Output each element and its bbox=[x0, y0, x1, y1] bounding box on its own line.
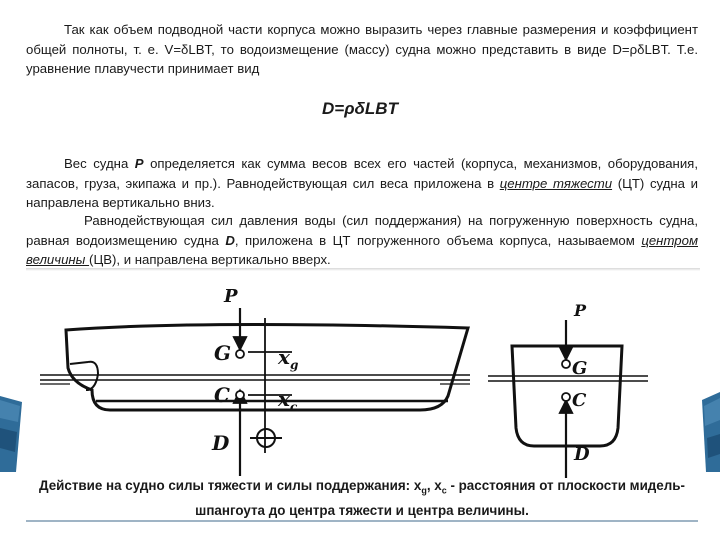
paragraph-buoyancy-text-3: (ЦВ), и направлена вертикально вверх. bbox=[89, 252, 331, 267]
c-label-section: C bbox=[572, 390, 587, 411]
bottom-rule bbox=[26, 520, 698, 522]
c-label-side: C bbox=[214, 383, 230, 407]
paragraph-intro-text: Так как объем подводной части корпуса можно выразить через главные размерения и коэффициент общей полноты, т. е. V=δLBT, то водоизмещение (массу) судна можно представить в виде D=ρδLBT. Т.е. уравнение плавучести принимает вид bbox=[26, 22, 698, 76]
paragraph-buoyancy bbox=[26, 211, 698, 270]
caption-sub-g: g bbox=[421, 485, 427, 496]
paragraph-buoyancy-text: Равнодействующая сил давления воды (сил поддержания) на погруженную поверхность судна, равная водоизмещению судна bbox=[26, 213, 698, 248]
buoyancy-formula: D=ρδLBT bbox=[322, 99, 398, 118]
paragraph-buoyancy-text-2: , приложена в ЦТ погруженного объема корпуса, называемом bbox=[234, 232, 642, 248]
g-label-section: G bbox=[572, 358, 588, 379]
center-of-buoyancy-term: центром величины bbox=[26, 232, 698, 267]
ship-side-view bbox=[66, 324, 468, 410]
paragraph-weight-text: Вес судна bbox=[64, 156, 135, 171]
xg-label: $x_g$ bbox=[278, 345, 299, 372]
caption-text-3: - расстояния от плоскости мидель-шпангоута до центра тяжести и центра величины. bbox=[195, 478, 685, 518]
g-label-side: G bbox=[214, 341, 232, 365]
displacement-symbol: D bbox=[225, 232, 235, 248]
figure-caption bbox=[26, 476, 698, 518]
paragraph-weight-text-2: определяется как сумма весов всех его частей (корпуса, механизмов, оборудования, запасов, груза, экипажа и пр.). Равнодействующая сил веса приложена в bbox=[26, 156, 698, 191]
xc-label: $x_c$ bbox=[278, 387, 298, 414]
paragraph-weight bbox=[26, 154, 698, 213]
caption-text: Действие на судно силы тяжести и силы поддержания: x bbox=[39, 478, 422, 493]
center-of-gravity-term: центре тяжести bbox=[499, 175, 613, 191]
caption-sub-c: c bbox=[441, 485, 447, 496]
weight-label-side: P bbox=[224, 286, 238, 307]
text-block-shadow bbox=[26, 268, 700, 271]
paragraph-intro bbox=[26, 20, 698, 79]
weight-label-section: P bbox=[574, 301, 587, 320]
d-label-section: D bbox=[574, 444, 590, 465]
weight-symbol: Р bbox=[134, 156, 144, 171]
paragraph-weight-text-3: (ЦТ) судна и направлена вертикально вниз. bbox=[26, 175, 699, 210]
center-of-gravity-point-side bbox=[236, 350, 244, 358]
center-of-buoyancy-point-side bbox=[236, 391, 244, 399]
center-of-gravity-point-section bbox=[562, 360, 570, 368]
caption-text-2: , x bbox=[426, 478, 442, 493]
midship-mark bbox=[250, 429, 282, 447]
center-of-buoyancy-point-section bbox=[562, 393, 570, 401]
ship-forces-diagram bbox=[0, 278, 720, 478]
d-label-side: D bbox=[212, 431, 230, 455]
